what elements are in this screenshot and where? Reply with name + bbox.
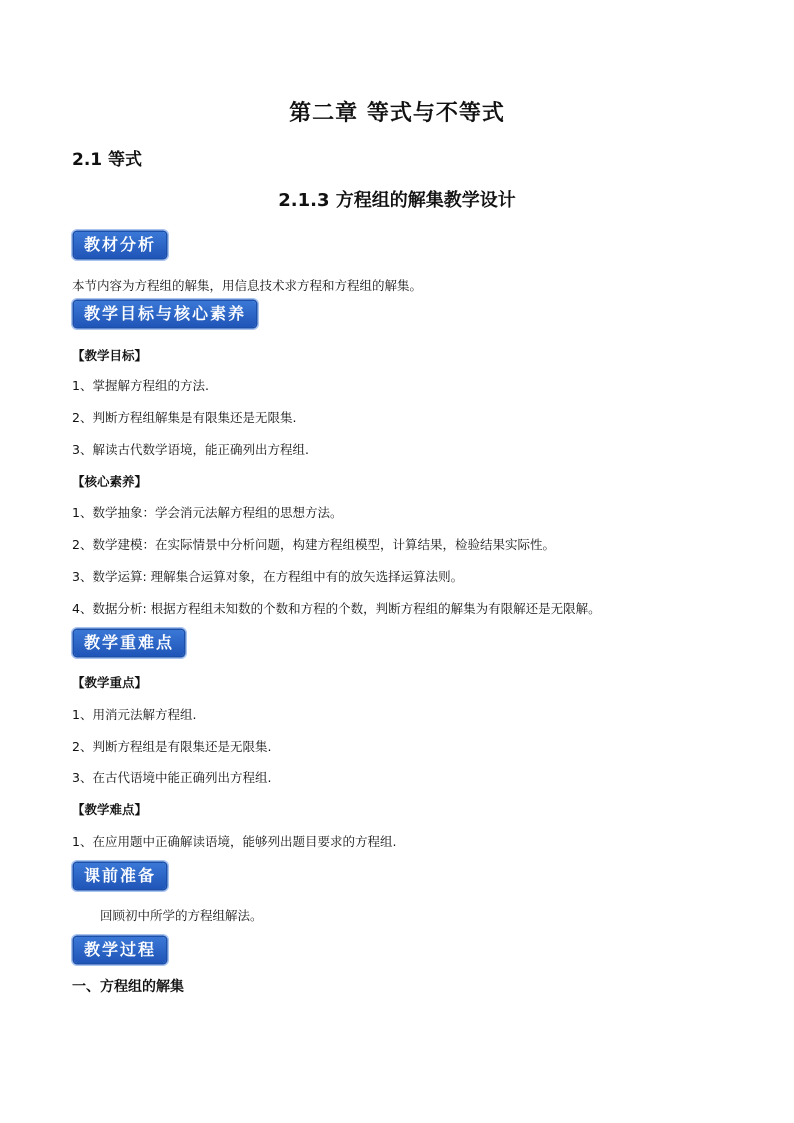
difficulty-item: 1、在应用题中正确解读语境，能够列出题目要求的方程组. <box>72 834 397 849</box>
focus-item: 2、判断方程组是有限集还是无限集. <box>72 739 272 754</box>
focus-item: 3、在古代语境中能正确列出方程组. <box>72 770 272 785</box>
literacy-item: 1、数学抽象：学会消元法解方程组的思想方法。 <box>72 505 343 520</box>
subsection-title: 2.1.3 方程组的解集教学设计 <box>278 190 516 211</box>
badge-prep: 课前准备 <box>74 863 166 889</box>
literacy-item: 3、数学运算: 理解集合运算对象，在方程组中有的放矢选择运算法则。 <box>72 569 464 584</box>
objective-item: 3、解读古代数学语境，能正确列出方程组. <box>72 442 309 457</box>
badge-analysis: 教材分析 <box>74 232 166 258</box>
literacy-item: 4、数据分析: 根据方程组未知数的个数和方程的个数，判断方程组的解集为有限解还是无限解。 <box>72 601 601 616</box>
badge-keypoints: 教学重难点 <box>74 630 184 656</box>
literacy-item: 2、数学建模：在实际情景中分析问题，构建方程组模型，计算结果，检验结果实际性。 <box>72 537 555 552</box>
literacy-heading: 【核心素养】 <box>72 474 148 489</box>
section-title: 2.1 等式 <box>72 150 143 170</box>
objective-item: 2、判断方程组解集是有限集还是无限集. <box>72 410 297 425</box>
objectives-heading: 【教学目标】 <box>72 348 148 363</box>
focus-item: 1、用消元法解方程组. <box>72 707 197 722</box>
badge-process: 教学过程 <box>74 937 166 963</box>
analysis-text: 本节内容为方程组的解集，用信息技术求方程和方程组的解集。 <box>72 278 423 293</box>
objective-item: 1、掌握解方程组的方法. <box>72 378 209 393</box>
prep-text: 回顾初中所学的方程组解法。 <box>100 908 263 923</box>
difficulty-heading: 【教学难点】 <box>72 802 148 817</box>
badge-goals: 教学目标与核心素养 <box>74 301 256 327</box>
process-first-heading: 一、方程组的解集 <box>72 979 184 995</box>
focus-heading: 【教学重点】 <box>72 675 148 690</box>
chapter-title: 第二章 等式与不等式 <box>289 101 505 126</box>
